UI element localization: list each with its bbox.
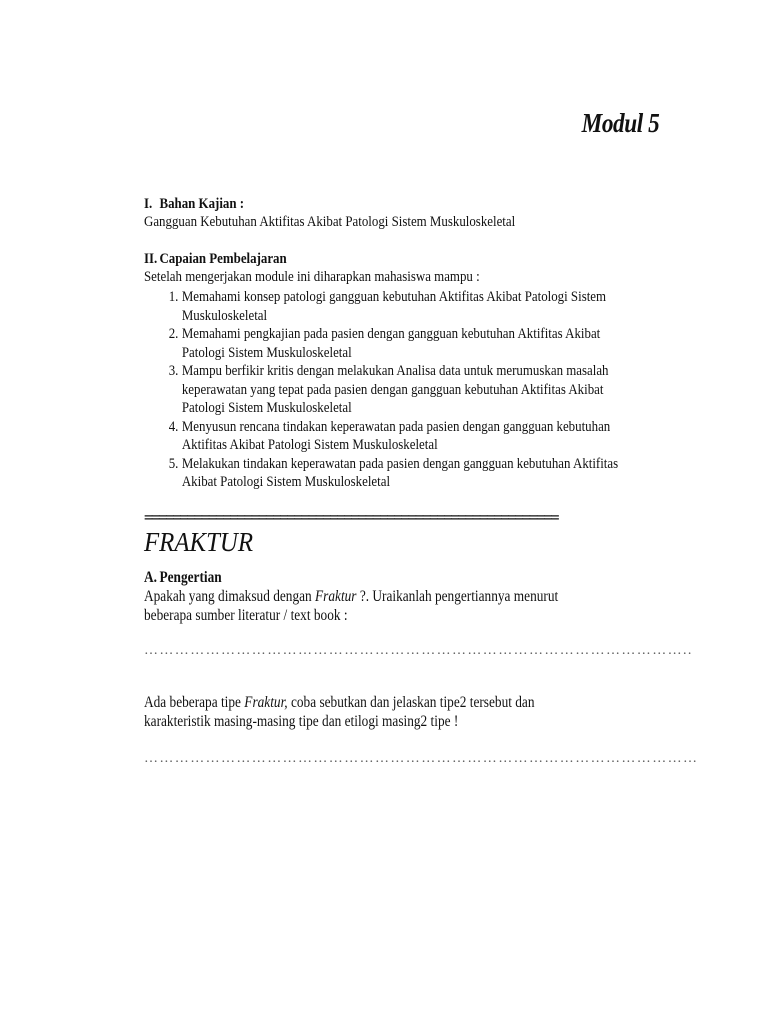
subsection-heading	[144, 569, 222, 587]
section-1-title: Bahan Kajian :	[159, 196, 245, 212]
list-item-line: Mampu berfikir kritis dengan melakukan Analisa data untuk merumuskan masalah	[181, 363, 609, 379]
question-1-emphasis: Fraktur	[315, 588, 357, 605]
list-item-line: Melakukan tindakan keperawatan pada pasien dengan gangguan kebutuhan Aktifitas	[181, 455, 619, 472]
answer-line-1[interactable]: ……………………………………………………………………………………………..	[144, 643, 693, 658]
question-2-emphasis: Fraktur,	[244, 694, 288, 711]
section-1-body: Gangguan Kebutuhan Aktifitas Akibat Patologi Sistem Muskuloskeletal	[144, 214, 516, 230]
question-2-text: Ada beberapa tipe	[144, 694, 245, 711]
question-2-line-2: karakteristik masing-masing tipe dan etilogi masing2 tipe !	[144, 713, 459, 730]
module-title: Modul 5	[581, 108, 659, 138]
learning-outcomes-list	[144, 288, 660, 492]
list-item-line: Akibat Patologi Sistem Muskuloskeletal	[181, 474, 391, 490]
question-1-text: ?. Uraikanlah pengertiannya menurut	[356, 588, 559, 605]
section-2-title: Capaian Pembelajaran	[159, 251, 287, 267]
section-1-heading	[144, 196, 244, 213]
list-item	[144, 455, 660, 492]
question-1-text: Apakah yang dimaksud dengan	[144, 588, 316, 605]
list-item	[144, 418, 660, 455]
list-item	[144, 362, 660, 418]
section-2-number: II.	[144, 251, 158, 267]
list-item-line: Menyusun rencana tindakan keperawatan pada pasien dengan gangguan kebutuhan	[181, 418, 611, 435]
question-1-line-2: beberapa sumber literatur / text book :	[144, 607, 348, 624]
list-item	[144, 288, 660, 325]
list-item-line: Patologi Sistem Muskuloskeletal	[181, 400, 352, 416]
list-item-line: Muskuloskeletal	[181, 307, 268, 324]
question-1-line-1	[144, 587, 660, 606]
list-item-number: 3.	[168, 363, 179, 379]
section-2-heading	[144, 251, 287, 268]
list-item-line: keperawatan yang tepat pada pasien dengan gangguan kebutuhan Aktifitas Akibat	[181, 381, 604, 398]
question-2-text: coba sebutkan dan jelaskan tipe2 tersebut dan	[287, 694, 535, 711]
list-item-number: 2.	[168, 326, 179, 342]
subsection-number: A.	[144, 569, 157, 586]
question-1	[144, 587, 660, 625]
list-item-line: Aktifitas Akibat Patologi Sistem Muskuloskeletal	[181, 437, 438, 453]
section-1-number: I.	[144, 196, 153, 212]
topic-title: FRAKTUR	[144, 527, 254, 557]
section-2-intro: Setelah mengerjakan module ini diharapkan mahasiswa mampu :	[144, 269, 480, 285]
list-item-number: 4.	[168, 418, 179, 435]
question-2-line-1	[144, 693, 660, 712]
question-2	[144, 693, 660, 731]
list-item-number: 5.	[168, 455, 179, 472]
subsection-title: Pengertian	[159, 569, 222, 586]
list-item-line: Memahami konsep patologi gangguan kebutuhan Aktifitas Akibat Patologi Sistem	[181, 289, 607, 305]
list-item	[144, 325, 660, 362]
list-item-line: Patologi Sistem Muskuloskeletal	[181, 344, 352, 361]
divider-line: ==========================================================	[144, 508, 558, 526]
answer-line-2[interactable]: ………………………………………………………………………………………………	[144, 751, 699, 766]
list-item-line: Memahami pengkajian pada pasien dengan gangguan kebutuhan Aktifitas Akibat	[181, 326, 601, 342]
list-item-number: 1.	[168, 289, 179, 305]
